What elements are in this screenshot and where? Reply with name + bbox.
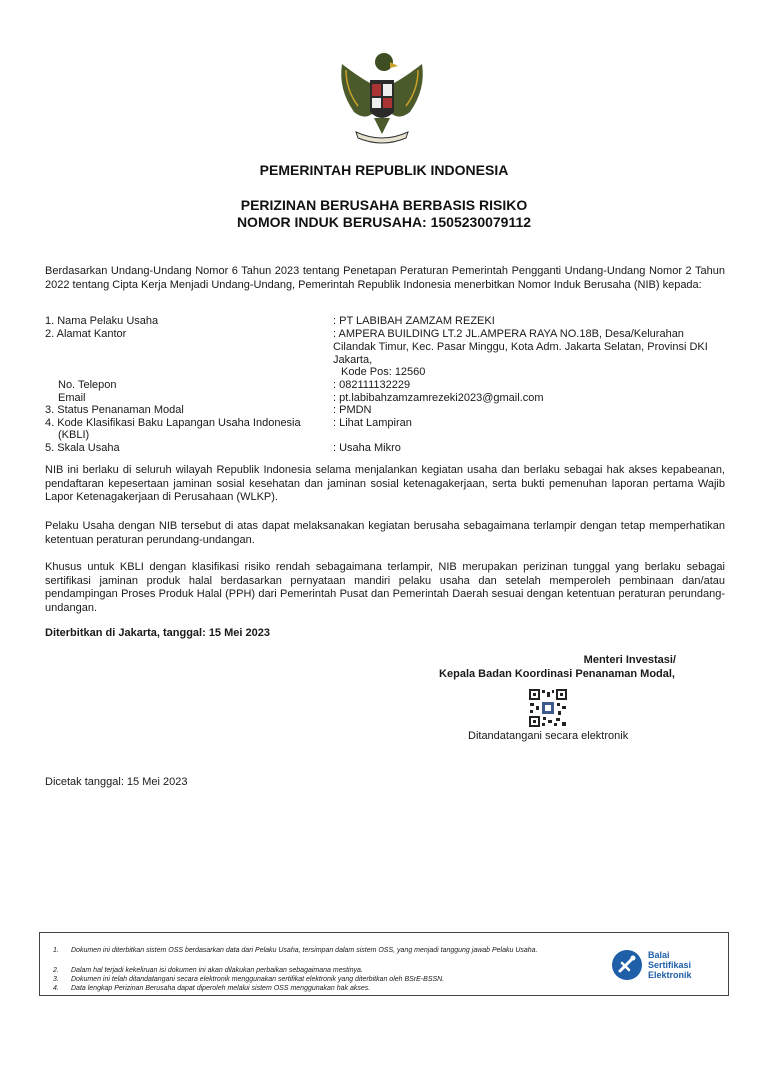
signature-title-head: Kepala Badan Koordinasi Penanaman Modal,: [439, 668, 675, 680]
bsre-text-line: Sertifikasi: [648, 960, 692, 970]
qr-code-icon: [528, 688, 568, 728]
field-label-telepon: No. Telepon: [58, 379, 117, 391]
paragraph-activities: Pelaku Usaha dengan NIB tersebut di atas dapat melaksanakan kegiatan berusaha sebagaimana terlampir dengan tetap memperhatikan ketentuan peraturan perundang-undangan.: [45, 520, 725, 546]
footnote-number: 1.: [53, 947, 59, 954]
field-label-status: 3. Status Penanaman Modal: [45, 404, 184, 416]
bsre-logo-text: [648, 950, 692, 980]
field-label-nama: 1. Nama Pelaku Usaha: [45, 315, 159, 327]
field-value-kodepos: Kode Pos: 12560: [341, 366, 426, 378]
header-government: PEMERINTAH REPUBLIK INDONESIA: [259, 162, 509, 178]
signature-title-minister: Menteri Investasi/: [583, 654, 676, 666]
field-label-kbli: 4. Kode Klasifikasi Baku Lapangan Usaha Indonesia: [45, 417, 301, 429]
field-label-email: Email: [58, 392, 86, 404]
footnote-text: Dalam hal terjadi kekeliruan isi dokumen ini akan dilakukan perbaikan sebagaimana mestinya.: [71, 967, 363, 974]
garuda-emblem-icon: [334, 44, 430, 146]
field-value-alamat: : AMPERA BUILDING LT.2 JL.AMPERA RAYA NO.18B, Desa/Kelurahan Cilandak Timur, Kec. Pasar Minggu, Kota Adm. Jakarta Selatan, Provinsi DKI Jakarta,: [333, 328, 708, 366]
printed-date: Dicetak tanggal: 15 Mei 2023: [45, 776, 188, 788]
field-label-kbli-abbr: (KBLI): [58, 429, 90, 441]
field-value-kbli: : Lihat Lampiran: [333, 417, 412, 429]
field-value-email: : pt.labibahzamzamrezeki2023@gmail.com: [333, 392, 544, 404]
field-value-status: : PMDN: [333, 404, 372, 416]
footnote-text: Dokumen ini telah ditandatangani secara elektronik menggunakan sertifikat elektronik yang diterbitkan oleh BSrE-BSSN.: [71, 976, 445, 983]
field-label-alamat: 2. Alamat Kantor: [45, 328, 127, 340]
bsre-text-line: Elektronik: [648, 970, 692, 980]
header-nib-number: NOMOR INDUK BERUSAHA: 1505230079112: [236, 214, 532, 230]
footnote-number: 4.: [53, 985, 59, 992]
field-value-skala: : Usaha Mikro: [333, 442, 401, 454]
paragraph-validity: NIB ini berlaku di seluruh wilayah Republik Indonesia selama menjalankan kegiatan usaha dan berlaku sebagai hak akses kepabeanan, pendaftaran kepesertaan jaminan sosial kesehatan dan jaminan sosial ketenagakerjaan, serta bukti pemenuhan laporan pertama Wajib Lapor Ketenagakerjaan di Perusahaan (WLKP).: [45, 464, 725, 503]
field-value-telepon: : 082111132229: [333, 379, 411, 391]
field-label-skala: 5. Skala Usaha: [45, 442, 120, 454]
field-value-nama: : PT LABIBAH ZAMZAM REZEKI: [333, 315, 495, 327]
electronic-signature-note: Ditandatangani secara elektronik: [468, 730, 629, 742]
paragraph-halal: Khusus untuk KBLI dengan klasifikasi risiko rendah sebagaimana terlampir, NIB merupakan perizinan tunggal yang berlaku sebagai sertifikasi jaminan produk halal berdasarkan pernyataan mandiri pelaku usaha dan setelah memperoleh pembinaan dan/atau pendampingan Proses Produk Halal (PPH) dari Pemerintah Pusat dan Pemerintah Daerah sesuai dengan ketentuan peraturan perundang-undangan.: [45, 561, 725, 614]
footnote-number: 2.: [53, 967, 59, 974]
bsre-logo: [610, 950, 722, 992]
intro-paragraph: Berdasarkan Undang-Undang Nomor 6 Tahun 2023 tentang Penetapan Peraturan Pemerintah Pengganti Undang-Undang Nomor 2 Tahun 2022 tentang Cipta Kerja Menjadi Undang-Undang, Pemerintah Republik Indonesia menerbitkan Nomor Induk Berusaha (NIB) kepada:: [45, 265, 725, 291]
issued-date: Diterbitkan di Jakarta, tanggal: 15 Mei 2023: [45, 627, 270, 639]
footnote-number: 3.: [53, 976, 59, 983]
footnote-text: Dokumen ini diterbitkan sistem OSS berdasarkan data dari Pelaku Usaha, tersimpan dalam sistem OSS, yang menjadi tanggung jawab Pelaku Usaha.: [71, 947, 538, 954]
bsre-text-line: Balai: [648, 950, 670, 960]
header-permit-type: PERIZINAN BERUSAHA BERBASIS RISIKO: [240, 197, 528, 213]
bsre-seal-icon: [612, 950, 642, 980]
footnote-text: Data lengkap Perizinan Berusaha dapat diperoleh melalui sistem OSS menggunakan hak akses.: [71, 985, 371, 992]
